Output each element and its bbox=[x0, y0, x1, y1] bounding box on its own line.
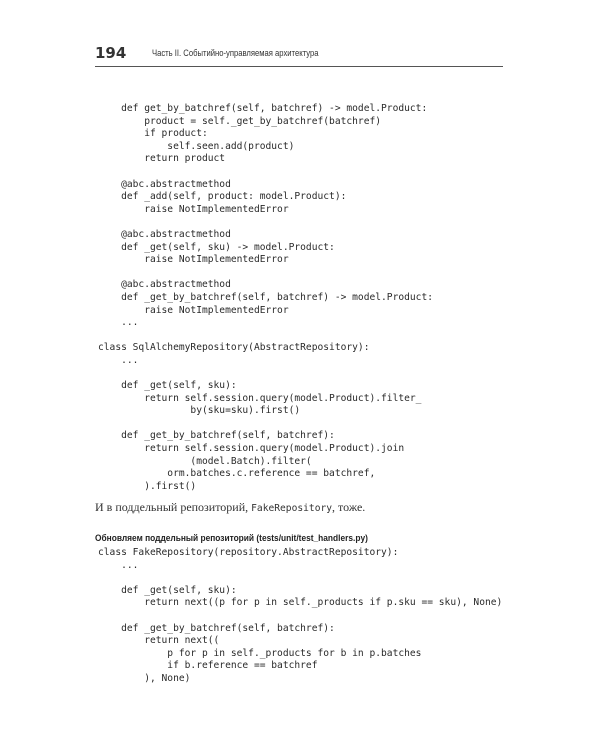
code-line: return next((p for p in self._products if p.sku == sku), None) bbox=[98, 597, 503, 609]
code-line: ... bbox=[98, 317, 139, 329]
listing-caption: Обновляем поддельный репозиторий (tests/unit/test_handlers.py) bbox=[95, 533, 368, 544]
code-line: ), None) bbox=[98, 672, 191, 684]
code-line bbox=[98, 267, 433, 280]
code-line: by(sku=sku).first() bbox=[98, 405, 301, 417]
code-line bbox=[98, 216, 433, 229]
code-line: def _get_by_batchref(self, batchref): bbox=[98, 430, 335, 442]
code-line: return self.session.query(model.Product).join bbox=[98, 443, 405, 455]
code-line: ... bbox=[98, 559, 139, 571]
code-line: def _get_by_batchref(self, batchref) -> model.Product: bbox=[98, 291, 434, 303]
code-line: @abc.abstractmethod bbox=[98, 228, 231, 240]
code-line: def _get(self, sku) -> model.Product: bbox=[98, 241, 335, 253]
code-block-repository bbox=[98, 103, 433, 493]
code-line: def _add(self, product: model.Product): bbox=[98, 191, 347, 203]
code-line: def _get_by_batchref(self, batchref): bbox=[98, 622, 335, 634]
code-line: self.seen.add(product) bbox=[98, 140, 295, 152]
code-line: def _get(self, sku): bbox=[98, 584, 237, 596]
code-line: return product bbox=[98, 153, 226, 165]
paragraph-text: И в поддельный репозиторий, bbox=[95, 500, 252, 514]
code-line: def _get(self, sku): bbox=[98, 380, 237, 392]
code-line bbox=[98, 572, 502, 585]
page-number: 194 bbox=[95, 44, 127, 62]
code-line bbox=[98, 367, 433, 380]
code-line: class FakeRepository(repository.AbstractRepository): bbox=[98, 547, 399, 558]
code-line: raise NotImplementedError bbox=[98, 254, 289, 266]
code-line: if b.reference == batchref bbox=[98, 660, 318, 672]
inline-code: FakeRepository bbox=[251, 503, 333, 514]
code-line: raise NotImplementedError bbox=[98, 304, 289, 316]
code-line: p for p in self._products for b in p.batches bbox=[98, 647, 422, 659]
paragraph-text-end: , тоже. bbox=[332, 500, 366, 514]
code-line: if product: bbox=[98, 128, 208, 140]
code-line: ).first() bbox=[98, 480, 197, 492]
code-line bbox=[98, 610, 502, 623]
code-line: @abc.abstractmethod bbox=[98, 279, 231, 291]
code-line: return next(( bbox=[98, 635, 220, 647]
code-line bbox=[98, 330, 433, 343]
code-line: (model.Batch).filter( bbox=[98, 455, 312, 467]
code-line: product = self._get_by_batchref(batchref) bbox=[98, 115, 382, 127]
code-line: @abc.abstractmethod bbox=[98, 178, 231, 190]
code-line bbox=[98, 166, 433, 179]
code-block-fake-repository bbox=[98, 547, 502, 686]
code-line: orm.batches.c.reference == batchref, bbox=[98, 468, 376, 480]
code-line: class SqlAlchemyRepository(AbstractRepository): bbox=[98, 342, 370, 354]
code-line: ... bbox=[98, 354, 139, 366]
header-rule bbox=[95, 66, 503, 67]
code-line bbox=[98, 418, 433, 431]
running-title: Часть II. Событийно-управляемая архитектура bbox=[152, 48, 319, 58]
body-paragraph bbox=[95, 500, 365, 515]
code-line: return self.session.query(model.Product).filter_ bbox=[98, 392, 422, 404]
code-line: def get_by_batchref(self, batchref) -> model.Product: bbox=[98, 103, 428, 114]
code-line: raise NotImplementedError bbox=[98, 203, 289, 215]
